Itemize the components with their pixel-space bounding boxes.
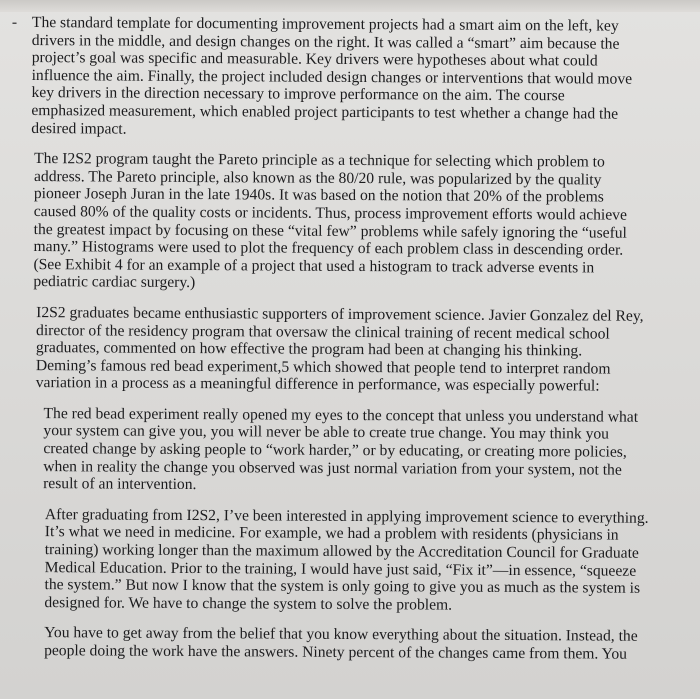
text-line: pediatric cardiac surgery.) (33, 273, 196, 292)
page-top-edge (0, 0, 700, 12)
quote-get-away (44, 625, 668, 666)
text-line: variation in a process as a meaningful difference in performance, was especially powerful: (35, 374, 600, 395)
text-line: drivers in the middle, and design changes on the right. It was called a “smart” aim because the (31, 31, 620, 53)
text-line: I2S2 graduates became enthusiastic supporters of improvement science. Javier Gonzalez del Rey, (36, 303, 644, 325)
text-line: many.” Histograms were used to plot the frequency of each problem class in descending order. (33, 238, 624, 259)
text-line: The standard template for documenting improvement projects had a smart aim on the left, key (31, 14, 619, 35)
text-line: You have to get away from the belief that you know everything about the situation. Instead, the (44, 624, 638, 646)
text-line: Medical Education. Prior to the training, I would have just said, “Fix it”—in essence, “squeeze (44, 558, 637, 580)
text-line: director of the residency program that oversaw the clinical training of recent medical school (36, 321, 610, 343)
text-line: graduates, commented on how effective the program had been at changing his thinking. (35, 339, 583, 360)
text-line: influence the aim. Finally, the project included design changes or interventions that would move (31, 66, 633, 88)
text-line: (See Exhibit 4 for an example of a project that used a histogram to track adverse events in (33, 255, 595, 277)
text-line: After graduating from I2S2, I’ve been interested in applying improvement science to everything. (44, 505, 649, 527)
text-line: project’s goal was specific and measurable. Key drivers were hypotheses about what could (31, 49, 598, 70)
paragraph-pareto (33, 150, 671, 295)
text-line: your system can give you, you will never be able to create true change. You may think you (43, 422, 610, 444)
text-line: It’s what we need in medicine. For example, we had a problem with residents (physicians in (44, 523, 619, 545)
text-line: training) working longer than the maximum allowed by the Accreditation Council for Graduate (44, 541, 639, 562)
margin-dash: - (11, 13, 18, 31)
text-line: the system.” But now I know that the system is only going to give you as much as the system is (44, 576, 641, 597)
text-line: when in reality the change you observed was just normal variation from your system, not the (43, 457, 622, 479)
text-line: pioneer Joseph Juran in the late 1940s. It was based on the notion that 20% of the problems (33, 185, 604, 206)
text-line: designed for. We have to change the system to solve the problem. (44, 593, 453, 614)
text-line-cut-off: people doing the work have the answers. Ninety percent of the changes came from them. You (44, 642, 628, 663)
text-line: address. The Pareto principle, also known as the 80/20 rule, was popularized by the quality (33, 167, 602, 189)
text-line: desired impact. (31, 119, 127, 138)
text-line: the greatest impact by focusing on these “vital few” problems while safely ignoring the “useful (33, 220, 627, 242)
text-line: The red bead experiment really opened my eyes to the concept that unless you understand what (43, 404, 639, 426)
quote-after-graduating (44, 506, 669, 615)
text-line: caused 80% of the quality costs or incidents. Thus, process improvement efforts would achieve (33, 202, 627, 224)
paragraph-graduates (36, 304, 671, 396)
document-text (11, 13, 672, 679)
text-line: Deming’s famous red bead experiment,5 which showed that people tend to interpret random (35, 356, 611, 378)
text-line: result of an intervention. (43, 475, 197, 494)
text-line: key drivers in the direction necessary to improve performance on the aim. The course (31, 84, 565, 105)
text-line: emphasized measurement, which enabled project participants to test whether a change had the (31, 102, 619, 123)
paragraph-smart-aim (31, 14, 672, 141)
text-line: The I2S2 program taught the Pareto principle as a technique for selecting which problem to (34, 150, 605, 171)
quote-red-bead (43, 405, 670, 497)
cut-off-line-wrapper (44, 642, 668, 666)
text-line: created change by asking people to “work harder,” or by educating, or creating more policies, (43, 440, 627, 461)
